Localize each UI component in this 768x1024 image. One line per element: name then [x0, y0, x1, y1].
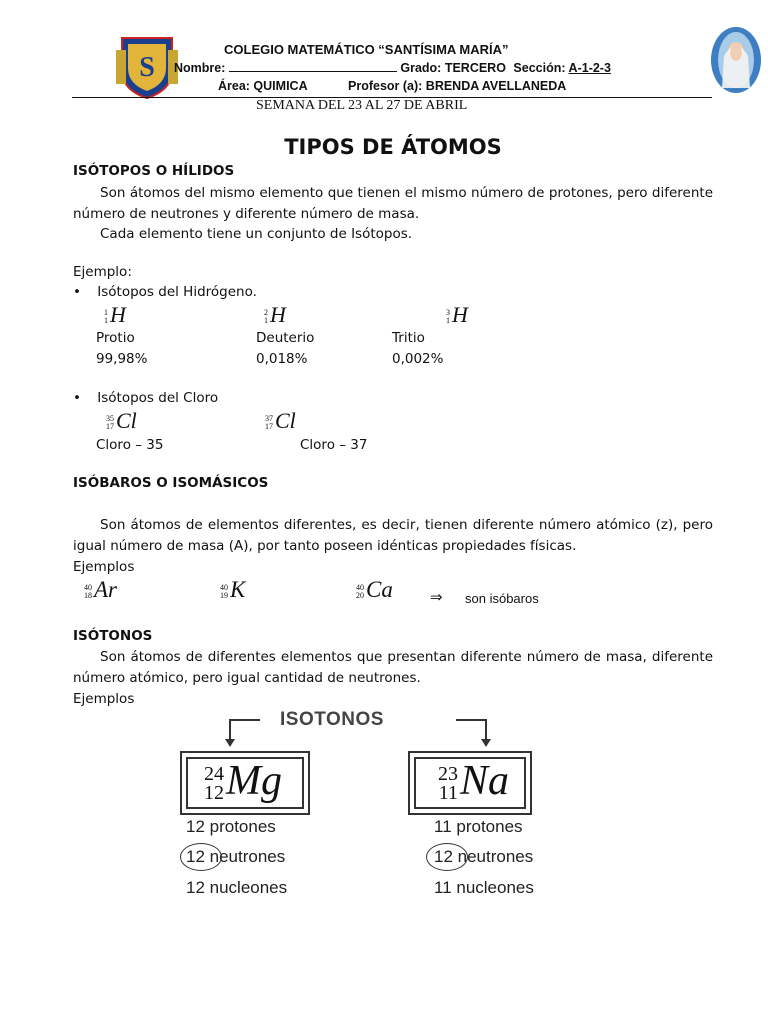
percent-tritio: 0,002% — [392, 351, 444, 367]
name-deuterio: Deuterio — [256, 330, 315, 346]
isotopos-heading: ISÓTOPOS O HÍLIDOS — [73, 163, 235, 179]
isobaros-result: son isóbaros — [465, 591, 539, 606]
bullet-dot: • — [73, 284, 81, 300]
name-protio: Protio — [96, 330, 135, 346]
ejemplo-label: Ejemplo: — [73, 264, 132, 280]
name-cl35: Cloro – 35 — [96, 437, 164, 453]
isotonos-diagram — [180, 705, 580, 905]
isotonos-heading: ISÓTONOS — [73, 628, 153, 644]
nuclide-k40: 40 19K — [220, 577, 246, 602]
isotonos-banner: ISOTONOS — [280, 709, 384, 730]
nuclide-deuterio: 2 1H — [264, 302, 286, 327]
na-neutrones: 12 neutrones — [434, 847, 534, 866]
virgin-mary-image — [710, 26, 762, 94]
box-mg — [180, 751, 310, 815]
school-name: COLEGIO MATEMÁTICO “SANTÍSIMA MARÍA” — [224, 42, 509, 57]
nombre-blank — [229, 71, 397, 72]
box-na — [408, 751, 532, 815]
school-logo — [114, 36, 180, 100]
mg-neutrones-circle — [180, 843, 222, 871]
nuclide-protio: 1 1H — [104, 302, 126, 327]
bullet-chlorine — [73, 388, 218, 409]
isotopos-paragraph-2: Cada elemento tiene un conjunto de Isótopos. — [100, 226, 413, 242]
seccion-value: A-1-2-3 — [568, 61, 611, 75]
mg-neutrones: 12 neutrones — [186, 847, 286, 866]
isobaros-heading: ISÓBAROS O ISOMÁSICOS — [73, 475, 269, 491]
isotonos-definition: Son átomos de diferentes elementos que presentan diferente número de masa, diferente número atómico, pero igual cantidad de neutrones. — [73, 649, 713, 686]
nuclide-cl37: 37 17Cl — [265, 408, 296, 433]
isotonos-paragraph — [73, 647, 713, 689]
name-cl37: Cloro – 37 — [300, 437, 368, 453]
week-label: SEMANA DEL 23 AL 27 DE ABRIL — [256, 98, 468, 113]
nuclide-ar40: 40 18Ar — [84, 577, 117, 602]
nuclide-cl35: 35 17Cl — [106, 408, 137, 433]
bullet-dot: • — [73, 390, 81, 406]
isotonos-ejemplos-label: Ejemplos — [73, 691, 135, 707]
header-info-row — [174, 61, 611, 75]
nuclide-na23: 23 11Na — [438, 758, 510, 805]
implies-arrow-icon: ⇒ — [430, 588, 443, 606]
profesor-label: Profesor (a): BRENDA AVELLANEDA — [348, 79, 567, 93]
area-label: Área: QUIMICA — [218, 79, 308, 93]
mg-nucleones: 12 nucleones — [186, 878, 288, 897]
svg-text:S: S — [139, 52, 155, 83]
nuclide-tritio: 3 1H — [446, 302, 468, 327]
nuclide-ca40: 40 20Ca — [356, 577, 393, 602]
name-tritio: Tritio — [392, 330, 425, 346]
percent-deuterio: 0,018% — [256, 351, 308, 367]
nombre-label: Nombre: — [174, 61, 226, 75]
bullet-hydrogen-text: Isótopos del Hidrógeno. — [97, 284, 257, 300]
isotopos-paragraph — [73, 183, 713, 225]
seccion-label: Sección: — [513, 61, 566, 75]
isotopos-definition: Son átomos del mismo elemento que tienen el mismo número de protones, pero diferente número de neutrones y diferente número de masa. — [73, 185, 713, 222]
page-title: TIPOS DE ÁTOMOS — [284, 135, 502, 159]
bullet-hydrogen — [73, 282, 257, 303]
nuclide-mg24: 24 12Mg — [204, 758, 282, 805]
na-protones: 11 protones — [434, 817, 523, 836]
grado-label: Grado: TERCERO — [400, 61, 506, 75]
na-neutrones-circle — [426, 843, 468, 871]
isobaros-ejemplos-label: Ejemplos — [73, 559, 135, 575]
isobaros-definition: Son átomos de elementos diferentes, es decir, tienen diferente número atómico (z), pero igual número de masa (A), por tanto poseen idénticas propiedades físicas. — [73, 517, 713, 554]
mg-protones: 12 protones — [186, 817, 276, 836]
na-nucleones: 11 nucleones — [434, 878, 534, 897]
bullet-chlorine-text: Isótopos del Cloro — [97, 390, 219, 406]
percent-protio: 99,98% — [96, 351, 148, 367]
isobaros-paragraph — [73, 515, 713, 557]
